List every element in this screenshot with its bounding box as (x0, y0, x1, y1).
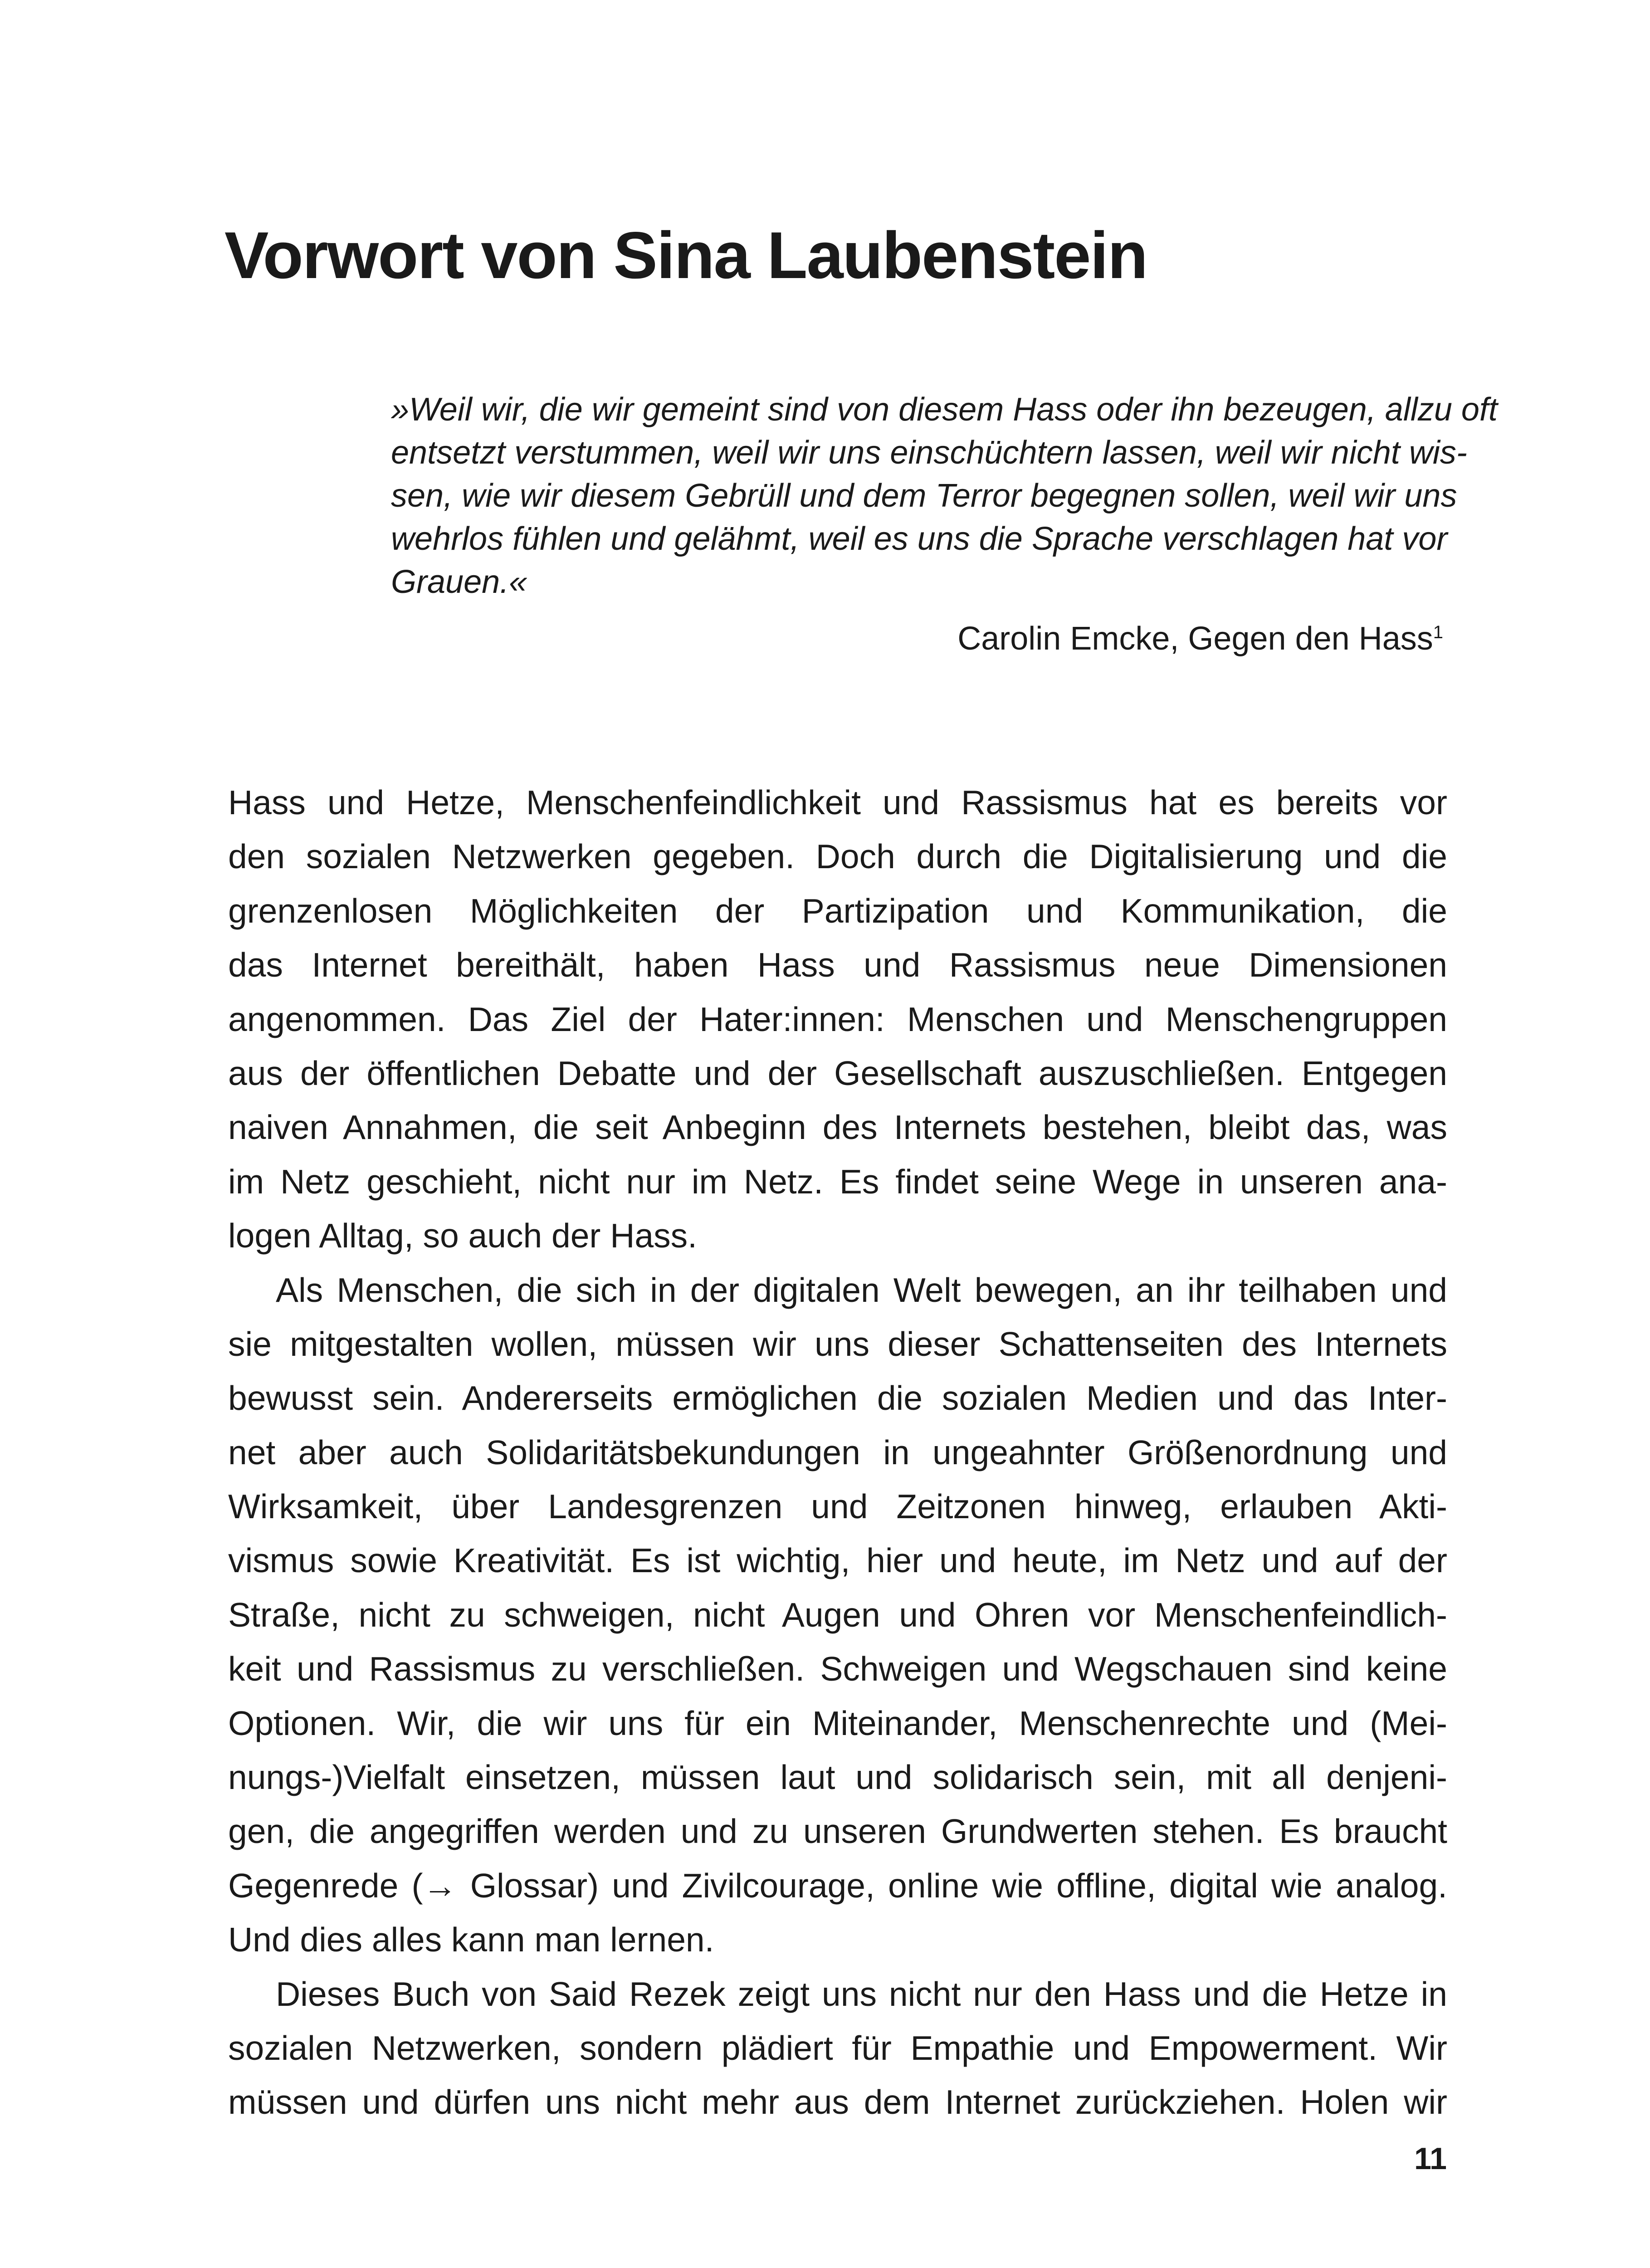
body-line: Wirksamkeit, über Landesgrenzen und Zeitzonen hinweg, erlauben Akti- (228, 1487, 1447, 1526)
body-line: Und dies alles kann man lernen. (228, 1921, 714, 1959)
attribution-text: Carolin Emcke, Gegen den Hass (957, 621, 1433, 657)
footnote-reference[interactable]: 1 (1433, 622, 1443, 642)
body-line: bewusst sein. Andererseits ermöglichen die sozialen Medien und das Inter- (228, 1379, 1447, 1418)
body-line: Gegenrede (→ Glossar) und Zivilcourage, online wie offline, digital wie analog. (228, 1866, 1447, 1905)
epigraph-line: entsetzt verstummen, weil wir uns einschüchtern lassen, weil wir nicht wis- (391, 435, 1467, 471)
page-title: Vorwort von Sina Laubenstein (225, 218, 1147, 292)
body-text (228, 776, 1447, 2130)
epigraph-line: Grauen.« (391, 564, 527, 600)
body-line: das Internet bereithält, haben Hass und Rassismus neue Dimensionen (228, 946, 1447, 984)
body-line: aus der öffentlichen Debatte und der Gesellschaft auszuschließen. Entgegen (228, 1054, 1447, 1092)
body-line: angenommen. Das Ziel der Hater:innen: Menschen und Menschengruppen (228, 1000, 1447, 1038)
epigraph-line: wehrlos fühlen und gelähmt, weil es uns die Sprache verschlagen hat vor (391, 521, 1448, 557)
body-line: sie mitgestalten wollen, müssen wir uns dieser Schattenseiten des Internets (228, 1325, 1447, 1363)
body-line: nungs-)Vielfalt einsetzen, müssen laut und solidarisch sein, mit all denjeni- (228, 1758, 1447, 1797)
page-number: 11 (1414, 2141, 1447, 2176)
body-line: Dieses Buch von Said Rezek zeigt uns nicht nur den Hass und die Hetze in (276, 1975, 1447, 2013)
epigraph (391, 388, 1498, 660)
body-line: den sozialen Netzwerken gegeben. Doch durch die Digitalisierung und die (228, 837, 1447, 876)
body-line: im Netz geschieht, nicht nur im Netz. Es findet seine Wege in unseren ana- (228, 1162, 1447, 1201)
body-line: sozialen Netzwerken, sondern plädiert für Empathie und Empowerment. Wir (228, 2028, 1447, 2067)
body-line: naiven Annahmen, die seit Anbeginn des Internets bestehen, bleibt das, was (228, 1108, 1447, 1147)
epigraph-attribution (391, 617, 1443, 660)
body-line: logen Alltag, so auch der Hass. (228, 1217, 697, 1255)
body-line: gen, die angegriffen werden und zu unseren Grundwerten stehen. Es braucht (228, 1812, 1447, 1851)
body-line: keit und Rassismus zu verschließen. Schweigen und Wegschauen sind keine (228, 1650, 1447, 1688)
body-line: müssen und dürfen uns nicht mehr aus dem Internet zurückziehen. Holen wir (228, 2083, 1447, 2121)
body-line: net aber auch Solidaritätsbekundungen in ungeahnter Größenordnung und (228, 1433, 1447, 1471)
body-line: grenzenlosen Möglichkeiten der Partizipation und Kommunikation, die (228, 891, 1447, 930)
epigraph-line: »Weil wir, die wir gemeint sind von diesem Hass oder ihn bezeugen, allzu oft (391, 391, 1498, 428)
body-line: Straße, nicht zu schweigen, nicht Augen und Ohren vor Menschenfeindlich- (228, 1595, 1447, 1634)
body-line: Optionen. Wir, die wir uns für ein Miteinander, Menschenrechte und (Mei- (228, 1704, 1447, 1742)
body-line: Hass und Hetze, Menschenfeindlichkeit und Rassismus hat es bereits vor (228, 783, 1447, 821)
body-line: vismus sowie Kreativität. Es ist wichtig, hier und heute, im Netz und auf der (228, 1541, 1447, 1580)
body-line: Als Menschen, die sich in der digitalen Welt bewegen, an ihr teilhaben und (276, 1271, 1447, 1309)
epigraph-line: sen, wie wir diesem Gebrüll und dem Terror begegnen sollen, weil wir uns (391, 478, 1457, 514)
